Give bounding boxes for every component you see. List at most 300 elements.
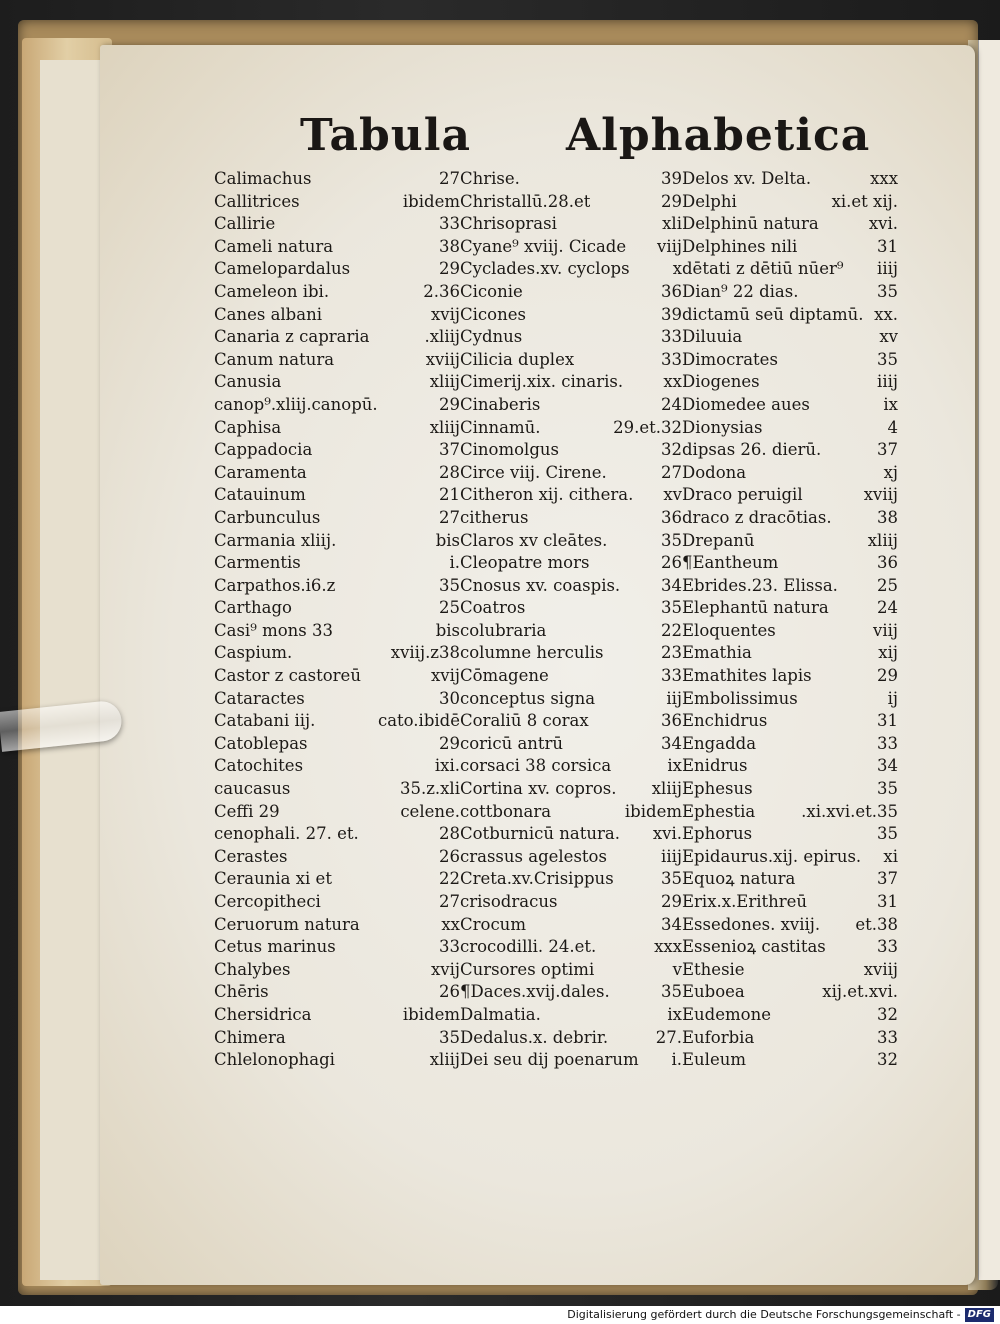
index-entry [682,349,898,372]
index-entry [460,665,682,688]
entry-reference: .xliij [424,327,460,347]
index-entry [460,1049,682,1072]
index-entry [214,349,460,372]
index-entry [460,733,682,756]
entry-reference: 37 [439,440,460,460]
index-entry [214,914,460,937]
index-entry [460,597,682,620]
entry-term: Catoblepas [214,733,308,753]
index-entry [460,575,682,598]
entry-term: Chrise. [460,169,520,188]
index-entry [460,213,682,236]
index-entry [682,733,898,756]
entry-reference: iij [666,688,682,708]
entry-reference: 33 [439,214,460,234]
index-entry [682,801,898,824]
entry-term: Elephantū natura [682,598,829,618]
entry-term: Cameleon ibi. [214,281,330,301]
dfg-logo: DFG [965,1308,994,1322]
entry-reference: xliij [429,372,460,392]
index-entry [682,371,898,394]
index-entry [214,439,460,462]
entry-term: Dimocrates [682,349,778,369]
index-entry [682,936,898,959]
index-entry [460,891,682,914]
entry-term: Delos xv. Delta. [682,169,812,188]
entry-reference: 35 [661,869,682,889]
entry-term: Ebrides.23. Elissa. [682,575,838,595]
entry-term: Embolissimus [682,688,798,708]
entry-term: Carpathos.i6.z [214,575,336,595]
footer-bar [0,1306,1000,1324]
entry-term: Equoꝝ natura [682,869,796,889]
entry-term: Citheron xij. cithera. [460,485,634,505]
entry-reference: 33 [661,327,682,347]
index-entry [460,778,682,801]
index-entry [682,959,898,982]
entry-reference: 36 [661,507,682,527]
entry-reference: xxx [870,169,898,188]
entry-term: Cleopatre mors [460,553,590,573]
index-entry [214,868,460,891]
index-entry [682,439,898,462]
index-entry [214,213,460,236]
entry-reference: 26 [439,846,460,866]
index-entry [460,371,682,394]
index-entry [460,981,682,1004]
entry-reference: 35 [877,281,898,301]
entry-term: Ephesus [682,779,753,799]
index-entry [460,507,682,530]
index-entry [682,642,898,665]
index-entry [214,846,460,869]
index-entry [682,507,898,530]
entry-term: dipsas 26. dierū. [682,440,822,460]
index-entry [460,1004,682,1027]
index-entry [214,394,460,417]
index-entry [460,710,682,733]
index-entry [682,168,898,191]
entry-term: Cōmagene [460,666,549,686]
entry-reference: 35 [661,598,682,618]
entry-reference: xv [879,327,898,347]
entry-reference: xvij [430,666,460,686]
entry-term: Circe viij. Cirene. [460,462,607,482]
index-entry [682,597,898,620]
entry-term: Cataractes [214,688,305,708]
entry-term: Ephestia [682,801,756,821]
index-entry [460,168,682,191]
entry-reference: ixi. [434,756,460,776]
entry-reference: ibidem [624,801,682,821]
entry-reference: xliij [651,779,682,799]
entry-reference: 24 [661,394,682,414]
entry-reference: ibidem [402,191,460,211]
entry-reference: cato.ibidē [377,711,460,731]
entry-term: Cinaberis [460,394,541,414]
entry-term: dētati z dētiū nūer⁹ [682,259,844,279]
entry-term: Essenioꝝ castitas [682,937,826,957]
index-entry [682,1049,898,1072]
entry-reference: 38 [877,507,898,527]
entry-reference: 35 [661,530,682,550]
index-entry [214,371,460,394]
entry-reference: xviij [863,485,898,505]
entry-reference: 26 [661,553,682,573]
index-entry [682,914,898,937]
entry-reference: xj [883,462,898,482]
entry-term: Cinnamū. [460,417,541,437]
entry-reference: 29 [661,892,682,911]
entry-reference: bis [435,620,460,640]
entry-term: Ceruorum natura [214,914,360,934]
index-entry [460,417,682,440]
entry-term: Coraliū 8 corax [460,711,589,731]
index-entry [214,755,460,778]
entry-reference: ibidem [402,1004,460,1024]
entry-term: cottbonara [460,801,552,821]
entry-reference: 27 [439,169,460,188]
index-entry [682,823,898,846]
index-entry [460,258,682,281]
index-entry [682,191,898,214]
entry-reference: 24 [877,598,898,618]
index-entry [214,484,460,507]
footer-credit: Digitalisierung gefördert durch die Deutsche Forschungsgemeinschaft - [567,1308,961,1321]
entry-reference: 35 [439,1027,460,1047]
entry-reference: 29 [661,191,682,211]
entry-reference: 35 [439,575,460,595]
entry-term: Cursores optimi [460,959,595,979]
index-entry [460,394,682,417]
entry-reference: v [672,959,682,979]
entry-reference: 23 [661,643,682,663]
entry-term: Chlelonophagi [214,1050,335,1070]
index-entry [460,191,682,214]
index-entry [682,575,898,598]
entry-term: Catochites [214,756,304,776]
entry-term: colubraria [460,620,547,640]
entry-term: corsaci 38 corsica [460,756,612,776]
entry-term: Carbunculus [214,507,321,527]
entry-reference: 35 [877,349,898,369]
entry-reference: 35 [877,824,898,844]
entry-reference: 36 [661,711,682,731]
index-column-2 [460,168,682,1072]
entry-reference: 33 [661,349,682,369]
index-entry [682,462,898,485]
entry-reference: celene. [400,801,460,821]
entry-reference: 35 [877,779,898,799]
index-entry [460,281,682,304]
entry-term: ¶Eantheum [682,553,779,573]
index-entry [460,552,682,575]
index-entry [214,981,460,1004]
entry-reference: 29.et.32 [613,417,682,437]
index-entry [214,552,460,575]
entry-term: Cnosus xv. coaspis. [460,575,621,595]
entry-reference: 27 [439,892,460,911]
entry-reference: 28 [439,824,460,844]
entry-term: Chalybes [214,959,291,979]
index-entry [460,914,682,937]
index-entry [682,620,898,643]
entry-term: Ethesie [682,959,745,979]
entry-term: Cinomolgus [460,440,559,460]
entry-reference: 33 [877,937,898,957]
index-entry [214,891,460,914]
index-entry [682,665,898,688]
index-entry [460,868,682,891]
entry-reference: bis [435,530,460,550]
entry-term: Cimerij.xix. cinaris. [460,372,624,392]
entry-term: Caphisa [214,417,282,437]
index-entry [214,1049,460,1072]
entry-reference: xliij [867,530,898,550]
entry-term: Camelopardalus [214,259,351,279]
index-entry [214,688,460,711]
index-entry [214,778,460,801]
entry-term: Catauinum [214,485,306,505]
entry-term: columne herculis [460,643,604,663]
entry-term: Dalmatia. [460,1004,541,1024]
entry-reference: xx [663,372,682,392]
index-columns [214,168,898,1068]
entry-term: Dian⁹ 22 dias. [682,281,799,301]
entry-term: Dedalus.x. debrir. [460,1027,609,1047]
entry-term: Enchidrus [682,711,768,731]
index-entry [460,1027,682,1050]
entry-reference: ij [887,688,898,708]
index-entry [682,258,898,281]
index-entry [214,258,460,281]
entry-term: Christallū.28.et [460,191,591,211]
index-entry [682,552,898,575]
index-entry [214,191,460,214]
entry-term: Castor z castoreū [214,666,361,686]
entry-term: Epidaurus.xij. epirus. [682,846,862,866]
index-entry [460,936,682,959]
index-entry [460,620,682,643]
entry-reference: 27 [439,507,460,527]
entry-term: crisodracus [460,892,558,911]
entry-reference: 35.z.xli [399,779,460,799]
index-entry [460,801,682,824]
entry-reference: 32 [661,440,682,460]
entry-term: Dodona [682,462,747,482]
entry-term: Carmentis [214,553,301,573]
index-entry [460,530,682,553]
entry-term: Ceraunia xi et [214,869,332,889]
entry-term: canop⁹.xliij.canopū. [214,394,378,414]
entry-reference: 21 [439,485,460,505]
index-entry [682,981,898,1004]
entry-term: Drepanū [682,530,755,550]
entry-reference: 36 [877,553,898,573]
entry-reference: xviij.z38 [390,643,460,663]
index-entry [460,642,682,665]
index-entry [214,1004,460,1027]
entry-reference: xviij [425,349,460,369]
entry-term: conceptus signa [460,688,596,708]
entry-term: Eloquentes [682,620,776,640]
index-entry [682,281,898,304]
entry-term: Euleum [682,1050,746,1070]
index-entry [682,1027,898,1050]
entry-reference: 39 [661,169,682,188]
entry-term: Cetus marinus [214,937,336,957]
entry-term: Dei seu dij poenarum [460,1050,639,1070]
index-entry [460,688,682,711]
entry-term: Callitrices [214,191,300,211]
entry-term: Delphinū natura [682,214,819,234]
entry-term: Diluuia [682,327,743,347]
entry-term: Draco peruigil [682,485,803,505]
index-entry [214,417,460,440]
entry-reference: 22 [661,620,682,640]
entry-reference: 25 [877,575,898,595]
entry-reference: 4 [887,417,898,437]
entry-reference: i. [671,1050,682,1070]
index-entry [214,304,460,327]
entry-term: cenophali. 27. et. [214,824,359,844]
entry-term: dictamū seū diptamū. [682,304,864,324]
index-entry [214,462,460,485]
index-entry [682,484,898,507]
entry-reference: 33 [439,937,460,957]
entry-term: Euboea [682,982,745,1002]
entry-term: Cameli natura [214,236,334,256]
entry-reference: 2.36 [423,281,460,301]
entry-reference: iiij [877,372,898,392]
entry-reference: 28 [439,462,460,482]
entry-term: Chimera [214,1027,286,1047]
index-entry [682,530,898,553]
entry-reference: 31 [877,892,898,911]
index-column-1 [214,168,460,1072]
entry-reference: 29 [439,259,460,279]
entry-term: Canes albani [214,304,322,324]
entry-reference: xliij [429,1050,460,1070]
tab-strip [978,40,1000,1280]
entry-reference: 34 [661,733,682,753]
entry-term: citherus [460,507,529,527]
index-entry [682,326,898,349]
entry-term: Cicones [460,304,526,324]
index-entry [460,823,682,846]
page-title [300,110,870,161]
entry-term: Ephorus [682,824,753,844]
entry-reference: 27. [655,1027,682,1047]
entry-reference: 26 [439,982,460,1002]
index-entry [460,236,682,259]
entry-reference: x [672,259,682,279]
index-entry [214,665,460,688]
entry-term: Emathites lapis [682,666,812,686]
entry-reference: 22 [439,869,460,889]
entry-term: Claros xv cleātes. [460,530,608,550]
index-entry [682,1004,898,1027]
entry-reference: xvij [430,304,460,324]
index-entry [214,801,460,824]
entry-term: crocodilli. 24.et. [460,937,597,957]
entry-reference: xij [878,643,898,663]
index-entry [460,755,682,778]
entry-reference: xvi. [652,824,682,844]
entry-term: Delphi [682,191,737,211]
entry-reference: 31 [877,236,898,256]
entry-term: Casi⁹ mons 33 [214,620,333,640]
title-word-alphabetica: Alphabetica [566,110,871,161]
entry-reference: xi.et xij. [831,191,898,211]
entry-reference: 34 [661,575,682,595]
index-entry [682,891,898,914]
entry-reference: 32 [877,1050,898,1070]
entry-term: Enidrus [682,756,748,776]
entry-reference: xviij [863,959,898,979]
entry-term: Delphines nili [682,236,798,256]
entry-reference: i. [449,553,460,573]
index-entry [214,959,460,982]
entry-term: Carmania xliij. [214,530,337,550]
entry-reference: 36 [661,281,682,301]
index-entry [214,823,460,846]
entry-term: Ciconie [460,281,523,301]
entry-reference: 33 [661,666,682,686]
index-entry [682,710,898,733]
index-entry [214,575,460,598]
entry-reference: ix [667,1004,682,1024]
entry-term: Catabani iij. [214,711,316,731]
index-entry [460,326,682,349]
entry-term: Calimachus [214,169,312,188]
title-word-tabula: Tabula [300,110,472,161]
entry-term: Canusia [214,372,282,392]
index-entry [682,394,898,417]
index-entry [214,642,460,665]
index-entry [460,462,682,485]
entry-term: Callirie [214,214,276,234]
index-entry [214,236,460,259]
entry-term: Engadda [682,733,757,753]
entry-term: Caspium. [214,643,293,663]
index-entry [682,755,898,778]
index-entry [682,236,898,259]
entry-reference: et.38 [855,914,898,934]
entry-term: Cerastes [214,846,288,866]
entry-reference: 38 [439,236,460,256]
entry-reference: iiij [877,259,898,279]
index-entry [214,326,460,349]
entry-term: Cortina xv. copros. [460,779,617,799]
index-entry [682,846,898,869]
index-entry [460,349,682,372]
entry-reference: ix [667,756,682,776]
entry-reference: .xi.xvi.et.35 [801,801,898,821]
entry-term: Canum natura [214,349,335,369]
entry-reference: 34 [661,914,682,934]
entry-reference: 31 [877,711,898,731]
entry-term: Diomedee aues [682,394,810,414]
index-entry [682,868,898,891]
entry-term: Eudemone [682,1004,771,1024]
index-column-3 [682,168,898,1072]
entry-reference: 25 [439,598,460,618]
index-entry [214,620,460,643]
entry-reference: xx. [874,304,898,324]
entry-term: Erix.x.Erithreū [682,892,808,911]
index-entry [460,846,682,869]
